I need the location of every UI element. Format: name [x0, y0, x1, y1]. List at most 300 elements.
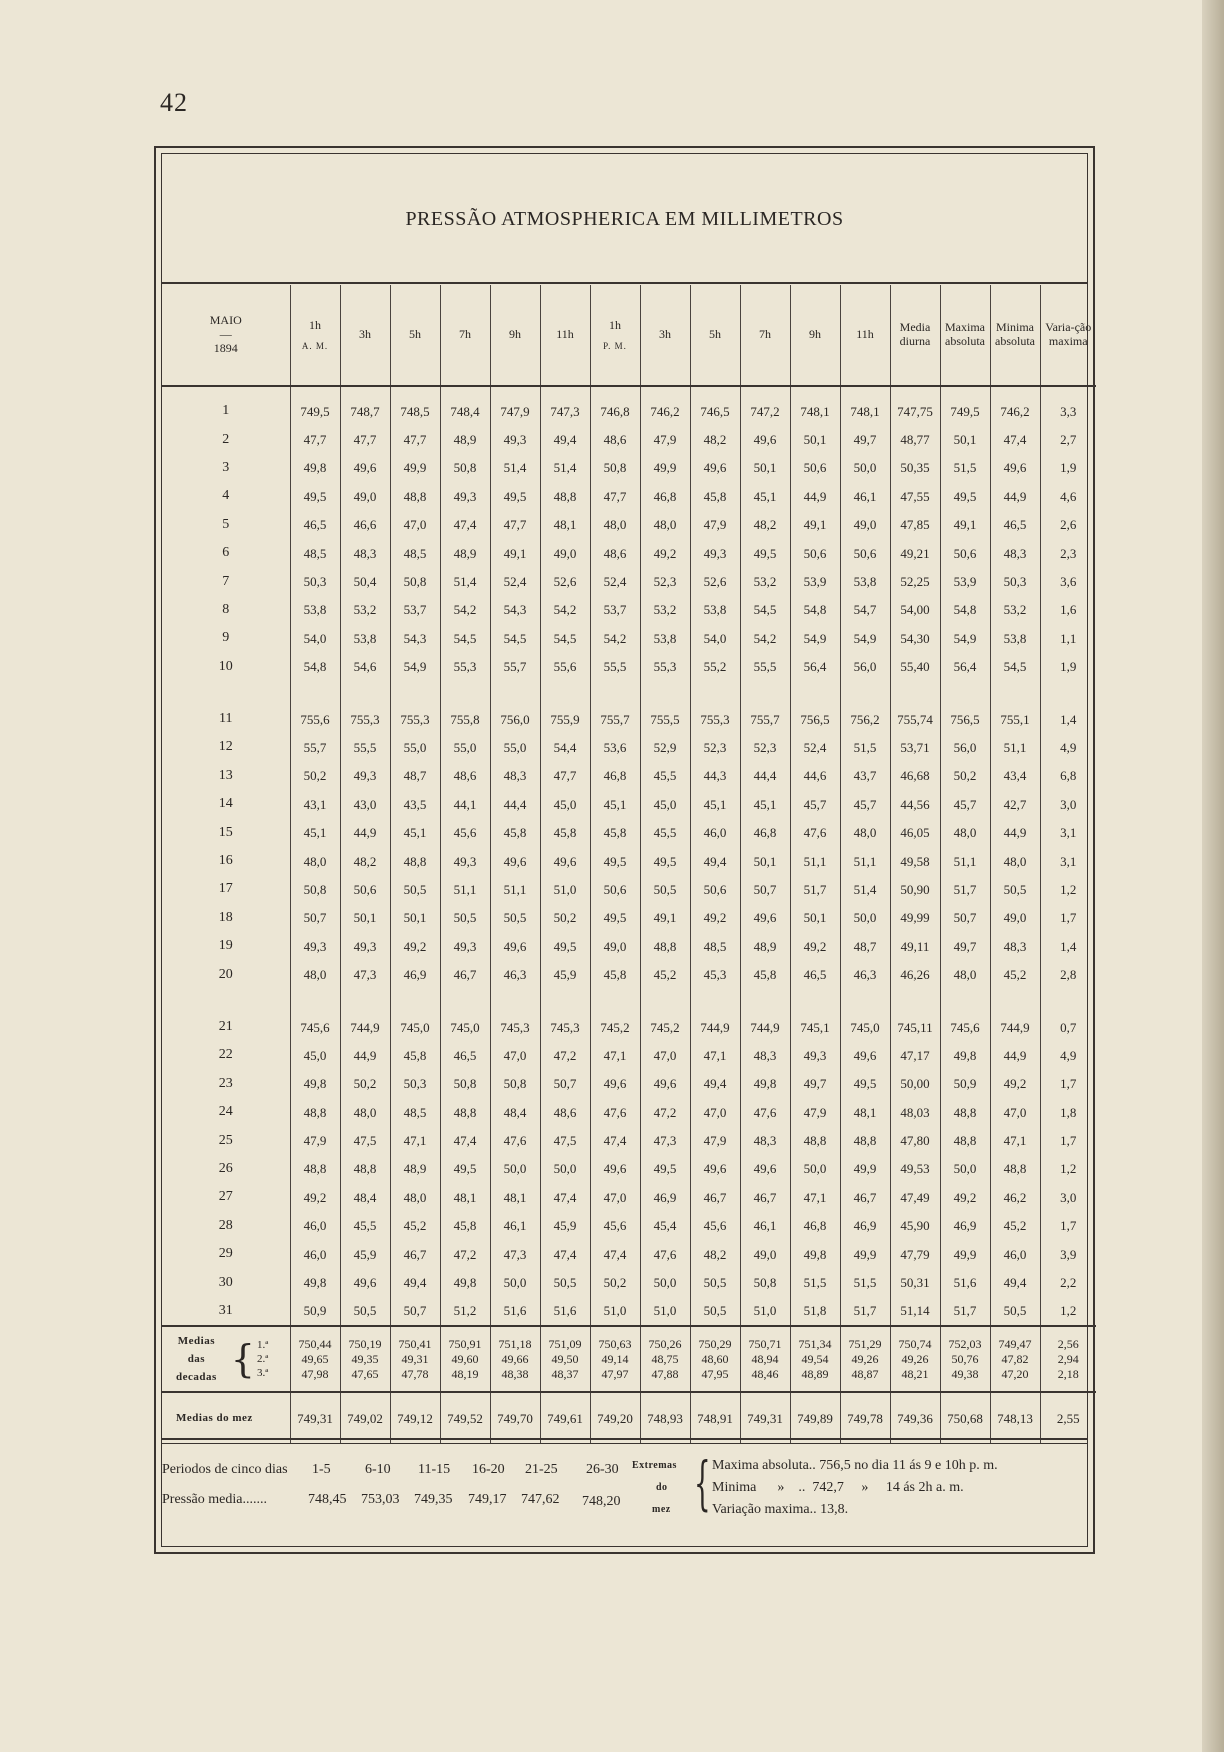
value-cell: 1,1	[1040, 624, 1096, 652]
value-cell: 51,1	[790, 847, 840, 875]
decade-mean-value: 752,03	[948, 1336, 982, 1351]
value-cell: 46,7	[390, 1240, 440, 1268]
decade-mean-cell	[840, 1326, 890, 1392]
value-cell: 48,3	[990, 539, 1040, 567]
value-cell: 46,5	[440, 1041, 490, 1069]
value-cell: 43,4	[990, 762, 1040, 790]
value-cell: 49,8	[940, 1041, 990, 1069]
day-cell: 12	[218, 739, 233, 755]
value-cell: 49,5	[590, 847, 640, 875]
value-cell: 48,8	[990, 1155, 1040, 1183]
value-cell: 49,2	[790, 932, 840, 960]
value-cell: 3,3	[1040, 386, 1096, 425]
value-cell: 47,4	[540, 1240, 590, 1268]
value-cell: 44,9	[990, 818, 1040, 846]
value-cell: 53,8	[290, 596, 340, 624]
value-cell: 47,9	[640, 425, 690, 453]
value-cell: 49,8	[290, 1070, 340, 1098]
value-cell: 55,7	[290, 733, 340, 761]
pressure-value: 748,20	[582, 1494, 621, 1509]
value-cell: 744,9	[990, 999, 1040, 1041]
value-cell: 54,2	[740, 624, 790, 652]
decade-ordinal: 2.ª	[256, 1352, 269, 1365]
value-cell: 49,5	[840, 1070, 890, 1098]
table-row	[162, 762, 1096, 790]
page-edge	[1202, 0, 1224, 1752]
decade-mean-value: 49,26	[901, 1351, 929, 1366]
hour-header: 1h A. M.	[290, 285, 340, 386]
value-cell: 45,5	[640, 762, 690, 790]
value-cell: 50,8	[390, 567, 440, 595]
value-cell: 3,1	[1040, 847, 1096, 875]
value-cell: 49,0	[340, 482, 390, 510]
value-cell: 49,4	[990, 1268, 1040, 1296]
value-cell: 48,6	[440, 762, 490, 790]
value-cell: 48,0	[840, 818, 890, 846]
value-cell: 50,1	[740, 454, 790, 482]
value-cell: 50,7	[940, 904, 990, 932]
value-cell: 48,0	[590, 511, 640, 539]
value-cell: 747,9	[490, 386, 540, 425]
value-cell: 52,3	[690, 733, 740, 761]
value-cell: 54,3	[490, 596, 540, 624]
value-cell: 49,2	[640, 539, 690, 567]
value-cell: 53,7	[390, 596, 440, 624]
decade-mean-value: 750,41	[398, 1336, 432, 1351]
footer-divider	[162, 1443, 1087, 1444]
day-cell: 22	[218, 1047, 233, 1063]
value-cell: 49,9	[390, 454, 440, 482]
table-row	[162, 596, 1096, 624]
value-cell: 745,2	[590, 999, 640, 1041]
value-cell: 45,7	[940, 790, 990, 818]
value-cell: 50,6	[340, 875, 390, 903]
value-cell: 50,7	[390, 1297, 440, 1326]
value-cell: 56,4	[790, 653, 840, 691]
month-mean-cell: 750,68	[940, 1392, 990, 1443]
value-cell: 47,0	[990, 1098, 1040, 1126]
value-cell: 46,3	[490, 960, 540, 998]
table-row	[162, 999, 1096, 1041]
value-cell: 46,6	[340, 511, 390, 539]
value-cell: 54,8	[790, 596, 840, 624]
value-cell: 46,8	[740, 818, 790, 846]
max-extreme-line: Maxima absoluta.. 756,5 no dia 11 ás 9 e 10h p. m.	[712, 1458, 998, 1473]
value-cell: 49,5	[590, 904, 640, 932]
value-cell: 45,8	[690, 482, 740, 510]
value-cell: 2,3	[1040, 539, 1096, 567]
decade-label-3: decadas	[176, 1371, 217, 1384]
value-cell: 46,2	[990, 1183, 1040, 1211]
decade-mean-value: 2,56	[1057, 1336, 1079, 1351]
value-cell: 745,2	[640, 999, 690, 1041]
value-cell: 3,6	[1040, 567, 1096, 595]
value-cell: 745,0	[390, 999, 440, 1041]
value-cell: 49,6	[490, 847, 540, 875]
value-cell: 51,6	[490, 1297, 540, 1326]
table-inner-frame	[161, 153, 1092, 1547]
value-cell: 53,8	[840, 567, 890, 595]
page-number: 42	[160, 88, 188, 117]
value-cell: 48,5	[390, 539, 440, 567]
value-cell: 47,7	[390, 425, 440, 453]
decade-mean-cell	[1040, 1326, 1096, 1392]
month-mean-cell: 749,70	[490, 1392, 540, 1443]
value-cell: 0,7	[1040, 999, 1096, 1041]
value-cell: 55,2	[690, 653, 740, 691]
value-cell: 49,8	[740, 1070, 790, 1098]
decade-means-row	[162, 1326, 1096, 1392]
value-cell: 55,0	[390, 733, 440, 761]
value-cell: 47,4	[440, 1126, 490, 1154]
value-cell: 43,5	[390, 790, 440, 818]
decade-mean-value: 48,60	[701, 1351, 729, 1366]
value-cell: 46,26	[890, 960, 940, 998]
value-cell: 50,4	[340, 567, 390, 595]
decade-mean-value: 47,65	[351, 1366, 379, 1381]
am-label: A. M.	[301, 340, 329, 351]
value-cell: 48,0	[290, 960, 340, 998]
value-cell: 48,0	[340, 1098, 390, 1126]
value-cell: 1,7	[1040, 1070, 1096, 1098]
value-cell: 47,4	[990, 425, 1040, 453]
value-cell: 47,1	[390, 1126, 440, 1154]
value-cell: 748,5	[390, 386, 440, 425]
decade-mean-cell	[640, 1326, 690, 1392]
table-row	[162, 733, 1096, 761]
table-row	[162, 1126, 1096, 1154]
value-cell: 50,0	[940, 1155, 990, 1183]
value-cell: 48,0	[940, 818, 990, 846]
hour-header: 1h P. M.	[590, 285, 640, 386]
value-cell: 756,5	[790, 691, 840, 733]
value-cell: 48,77	[890, 425, 940, 453]
value-cell: 49,8	[440, 1268, 490, 1296]
value-cell: 53,2	[740, 567, 790, 595]
value-cell: 45,2	[640, 960, 690, 998]
month-mean-cell: 749,02	[340, 1392, 390, 1443]
value-cell: 1,9	[1040, 454, 1096, 482]
value-cell: 47,7	[490, 511, 540, 539]
decade-mean-value: 48,38	[501, 1366, 529, 1381]
value-cell: 47,4	[590, 1240, 640, 1268]
year-label: 1894	[213, 340, 238, 355]
decade-mean-value: 47,98	[301, 1366, 329, 1381]
value-cell: 47,3	[340, 960, 390, 998]
value-cell: 1,4	[1040, 932, 1096, 960]
minima-header: Minima absoluta	[990, 285, 1040, 386]
decade-mean-value: 750,19	[348, 1336, 382, 1351]
value-cell: 755,3	[390, 691, 440, 733]
value-cell: 49,7	[940, 932, 990, 960]
value-cell: 45,3	[690, 960, 740, 998]
month-mean-cell: 749,20	[590, 1392, 640, 1443]
decade-means-label	[162, 1326, 290, 1392]
value-cell: 46,1	[740, 1212, 790, 1240]
decade-mean-value: 47,82	[1001, 1351, 1029, 1366]
value-cell: 48,2	[690, 425, 740, 453]
value-cell: 4,9	[1040, 733, 1096, 761]
value-cell: 744,9	[690, 999, 740, 1041]
value-cell: 48,9	[740, 932, 790, 960]
value-cell: 47,4	[540, 1183, 590, 1211]
value-cell: 1,6	[1040, 596, 1096, 624]
value-cell: 53,8	[640, 624, 690, 652]
value-cell: 45,8	[590, 960, 640, 998]
day-cell: 13	[218, 767, 233, 783]
value-cell: 48,8	[940, 1098, 990, 1126]
value-cell: 4,6	[1040, 482, 1096, 510]
value-cell: 744,9	[340, 999, 390, 1041]
value-cell: 45,6	[690, 1212, 740, 1240]
day-cell: 9	[222, 630, 230, 646]
period-value: 11-15	[418, 1462, 451, 1477]
value-cell: 50,0	[540, 1155, 590, 1183]
decade-mean-cell	[490, 1326, 540, 1392]
value-cell: 49,9	[940, 1240, 990, 1268]
value-cell: 47,85	[890, 511, 940, 539]
value-cell: 48,7	[840, 932, 890, 960]
table-row	[162, 932, 1096, 960]
table-row	[162, 1098, 1096, 1126]
value-cell: 46,3	[840, 960, 890, 998]
value-cell: 45,7	[790, 790, 840, 818]
month-label: MAIO	[209, 313, 242, 328]
value-cell: 51,1	[840, 847, 890, 875]
value-cell: 49,5	[540, 932, 590, 960]
month-mean-cell: 749,78	[840, 1392, 890, 1443]
value-cell: 755,7	[590, 691, 640, 733]
value-cell: 50,2	[940, 762, 990, 790]
extremas-label-1: Extremas	[632, 1460, 677, 1471]
value-cell: 44,9	[990, 482, 1040, 510]
value-cell: 50,5	[390, 875, 440, 903]
value-cell: 45,8	[390, 1041, 440, 1069]
value-cell: 49,6	[340, 1268, 390, 1296]
period-value: 26-30	[586, 1462, 619, 1477]
value-cell: 45,4	[640, 1212, 690, 1240]
value-cell: 49,2	[990, 1070, 1040, 1098]
day-rows	[162, 386, 1096, 1326]
value-cell: 47,6	[740, 1098, 790, 1126]
value-cell: 48,8	[440, 1098, 490, 1126]
extremas-label-3: mez	[652, 1504, 671, 1515]
value-cell: 50,5	[440, 904, 490, 932]
value-cell: 45,5	[340, 1212, 390, 1240]
decade-mean-cell	[290, 1326, 340, 1392]
value-cell: 3,9	[1040, 1240, 1096, 1268]
value-cell: 51,4	[440, 567, 490, 595]
value-cell: 53,71	[890, 733, 940, 761]
value-cell: 48,6	[590, 425, 640, 453]
decade-mean-value: 49,50	[551, 1351, 579, 1366]
decade-label-1: Medias	[177, 1334, 215, 1347]
decade-mean-value: 751,18	[498, 1336, 532, 1351]
value-cell: 746,2	[640, 386, 690, 425]
value-cell: 49,8	[290, 454, 340, 482]
value-cell: 50,6	[840, 539, 890, 567]
value-cell: 56,0	[840, 653, 890, 691]
value-cell: 51,7	[840, 1297, 890, 1326]
decade-mean-value: 48,94	[751, 1351, 779, 1366]
decade-mean-value: 49,14	[601, 1351, 629, 1366]
value-cell: 47,3	[490, 1240, 540, 1268]
value-cell: 50,0	[790, 1155, 840, 1183]
value-cell: 47,2	[640, 1098, 690, 1126]
value-cell: 49,1	[790, 511, 840, 539]
value-cell: 45,6	[440, 818, 490, 846]
header-row	[162, 285, 1096, 386]
value-cell: 49,6	[740, 904, 790, 932]
decade-mean-value: 48,89	[801, 1366, 829, 1381]
hour-header: 3h	[340, 285, 390, 386]
value-cell: 755,7	[740, 691, 790, 733]
value-cell: 49,5	[740, 539, 790, 567]
decade-means	[162, 1326, 1096, 1392]
month-mean-cell: 749,31	[290, 1392, 340, 1443]
value-cell: 51,2	[440, 1297, 490, 1326]
value-cell: 49,9	[640, 454, 690, 482]
value-cell: 755,5	[640, 691, 690, 733]
value-cell: 50,1	[340, 904, 390, 932]
value-cell: 47,55	[890, 482, 940, 510]
value-cell: 53,8	[690, 596, 740, 624]
day-cell: 28	[218, 1217, 233, 1233]
pressure-value: 747,62	[521, 1492, 560, 1507]
value-cell: 47,6	[490, 1126, 540, 1154]
value-cell: 50,6	[590, 875, 640, 903]
value-cell: 3,0	[1040, 790, 1096, 818]
value-cell: 48,5	[390, 1098, 440, 1126]
extremas-label-2: do	[656, 1482, 668, 1493]
periods-label: Periodos de cinco dias	[162, 1462, 288, 1477]
value-cell: 49,0	[740, 1240, 790, 1268]
value-cell: 55,3	[640, 653, 690, 691]
value-cell: 49,6	[840, 1041, 890, 1069]
value-cell: 49,0	[590, 932, 640, 960]
value-cell: 49,3	[790, 1041, 840, 1069]
value-cell: 46,8	[790, 1212, 840, 1240]
value-cell: 48,6	[590, 539, 640, 567]
value-cell: 46,9	[390, 960, 440, 998]
value-cell: 49,3	[290, 932, 340, 960]
value-cell: 48,3	[740, 1041, 790, 1069]
value-cell: 51,5	[840, 733, 890, 761]
value-cell: 50,7	[740, 875, 790, 903]
value-cell: 48,8	[390, 482, 440, 510]
decade-mean-value: 49,38	[951, 1366, 979, 1381]
decade-mean-value: 47,95	[701, 1366, 729, 1381]
decade-mean-cell	[890, 1326, 940, 1392]
day-cell: 6	[222, 545, 230, 561]
value-cell: 749,5	[290, 386, 340, 425]
table-row	[162, 1041, 1096, 1069]
value-cell: 45,6	[590, 1212, 640, 1240]
value-cell: 747,2	[740, 386, 790, 425]
value-cell: 52,4	[590, 567, 640, 595]
value-cell: 2,8	[1040, 960, 1096, 998]
value-cell: 47,9	[690, 1126, 740, 1154]
decade-mean-value: 48,37	[551, 1366, 579, 1381]
maxima-header: Maxima absoluta	[940, 285, 990, 386]
value-cell: 50,5	[690, 1268, 740, 1296]
decade-mean-value: 50,76	[951, 1351, 979, 1366]
value-cell: 46,0	[290, 1212, 340, 1240]
decade-mean-value: 49,54	[801, 1351, 829, 1366]
value-cell: 53,8	[340, 624, 390, 652]
decade-mean-cell	[690, 1326, 740, 1392]
value-cell: 49,6	[690, 454, 740, 482]
value-cell: 47,6	[590, 1098, 640, 1126]
value-cell: 47,2	[540, 1041, 590, 1069]
value-cell: 48,9	[390, 1155, 440, 1183]
table-row	[162, 511, 1096, 539]
pressure-value: 748,45	[308, 1492, 347, 1507]
value-cell: 54,3	[390, 624, 440, 652]
value-cell: 45,8	[590, 818, 640, 846]
table-row	[162, 1212, 1096, 1240]
value-cell: 50,0	[640, 1268, 690, 1296]
table-row	[162, 1268, 1096, 1296]
decade-ordinal: 3.ª	[256, 1367, 269, 1380]
value-cell: 48,8	[840, 1126, 890, 1154]
value-cell: 46,9	[940, 1212, 990, 1240]
value-cell: 47,6	[640, 1240, 690, 1268]
decade-mean-value: 2,18	[1057, 1366, 1079, 1381]
value-cell: 746,5	[690, 386, 740, 425]
value-cell: 48,8	[340, 1155, 390, 1183]
month-means-row	[162, 1392, 1096, 1443]
hour-header: 7h	[740, 285, 790, 386]
value-cell: 51,7	[940, 1297, 990, 1326]
month-mean-cell: 749,61	[540, 1392, 590, 1443]
value-cell: 49,6	[590, 1070, 640, 1098]
value-cell: 46,8	[590, 762, 640, 790]
value-cell: 46,5	[790, 960, 840, 998]
value-cell: 43,0	[340, 790, 390, 818]
value-cell: 49,4	[690, 1070, 740, 1098]
value-cell: 46,0	[990, 1240, 1040, 1268]
value-cell: 53,2	[990, 596, 1040, 624]
value-cell: 50,8	[490, 1070, 540, 1098]
value-cell: 49,6	[990, 454, 1040, 482]
value-cell: 49,4	[390, 1268, 440, 1296]
day-cell: 21	[218, 1019, 233, 1034]
value-cell: 44,9	[340, 818, 390, 846]
value-cell: 47,1	[690, 1041, 740, 1069]
day-cell: 31	[218, 1302, 233, 1318]
decade-mean-value: 49,35	[351, 1351, 379, 1366]
value-cell: 52,25	[890, 567, 940, 595]
value-cell: 47,80	[890, 1126, 940, 1154]
value-cell: 748,1	[840, 386, 890, 425]
min-extreme-line: Minima » .. 742,7 » 14 ás 2h a. m.	[712, 1480, 964, 1495]
day-cell: 4	[222, 488, 230, 504]
value-cell: 47,49	[890, 1183, 940, 1211]
decade-mean-value: 751,29	[848, 1336, 882, 1351]
day-cell: 5	[222, 516, 230, 532]
value-cell: 51,6	[540, 1297, 590, 1326]
value-cell: 45,1	[590, 790, 640, 818]
value-cell: 48,2	[690, 1240, 740, 1268]
value-cell: 47,6	[790, 818, 840, 846]
value-cell: 54,9	[940, 624, 990, 652]
value-cell: 44,9	[990, 1041, 1040, 1069]
value-cell: 2,6	[1040, 511, 1096, 539]
value-cell: 48,5	[290, 539, 340, 567]
value-cell: 55,7	[490, 653, 540, 691]
value-cell: 49,6	[640, 1070, 690, 1098]
